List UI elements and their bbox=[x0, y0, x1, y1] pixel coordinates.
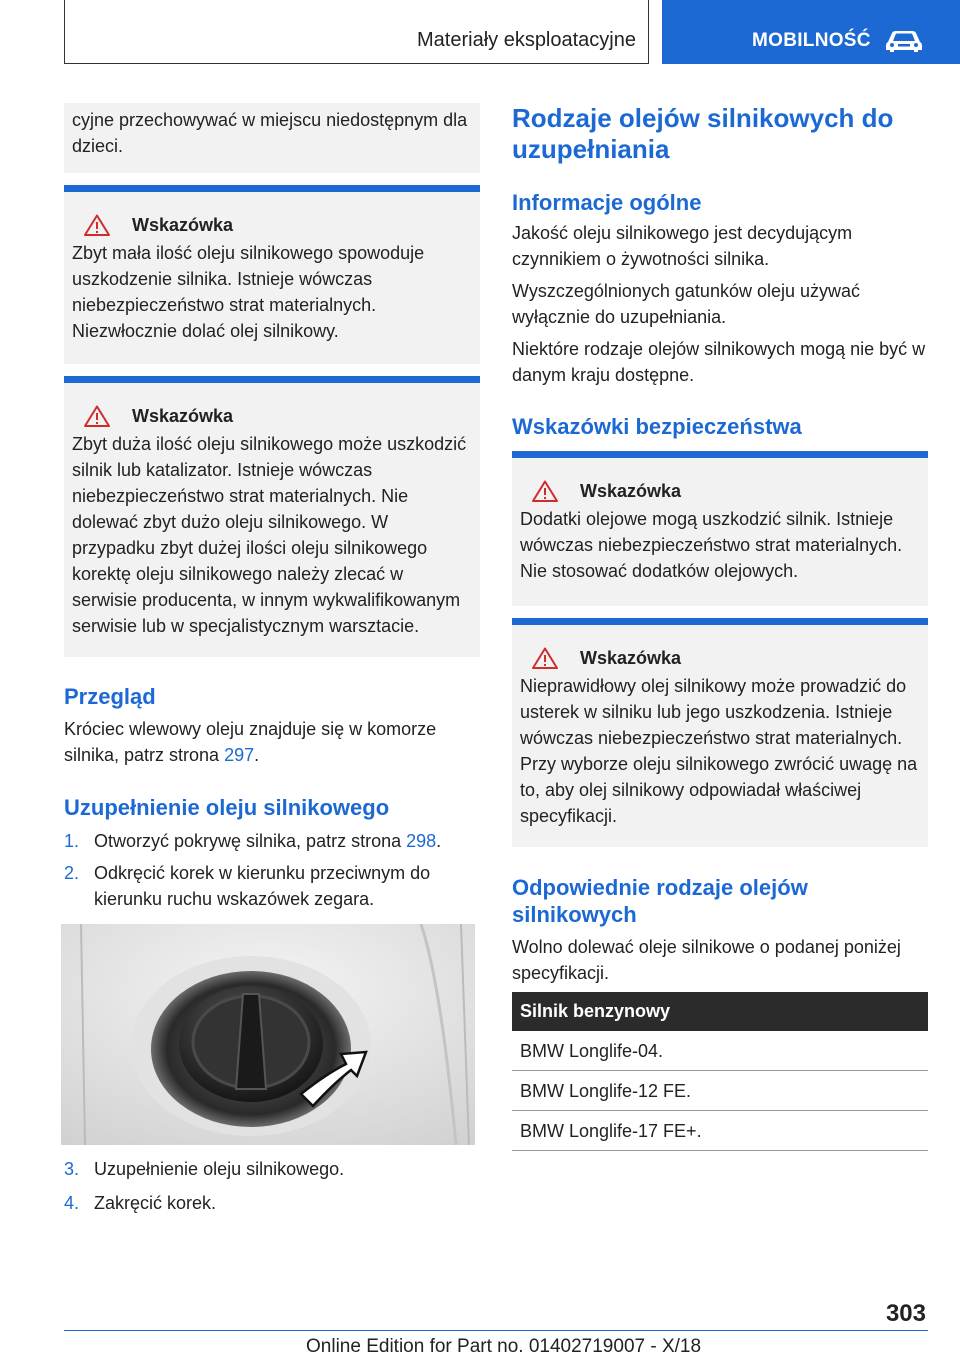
warning-box-2 bbox=[64, 376, 480, 657]
warning-text: Dodatki olejowe mogą uszkodzić silnik. Istnieje wówczas niebezpieczeństwo strat materialnych. Nie stosować dodatków olejowych. bbox=[520, 509, 903, 581]
paragraph: Niektóre rodzaje olejów silnikowych mogą nie być w danym kraju dostępne. bbox=[512, 339, 926, 385]
table-row: BMW Longlife-12 FE. bbox=[512, 1071, 928, 1111]
page-number: 303 bbox=[885, 1300, 926, 1327]
intro-text: cyjne przechowywać w miejscu niedostępnym dla dzieci. bbox=[72, 110, 468, 156]
section-heading: Przegląd bbox=[64, 684, 156, 709]
paragraph: Wyszczególnionych gatunków oleju używać wyłącznie do uzupełniania. bbox=[512, 281, 861, 327]
section-heading: Odpowiednie rodzaje olejów silnikowych bbox=[512, 875, 808, 927]
table-header: Silnik benzynowy bbox=[512, 992, 928, 1031]
warning-text: Zbyt duża ilość oleju silnikowego może uszkodzić silnik lub katalizator. Istnieje wówczas niebezpieczeństwo strat materialnych. Nie dolewać zbyt dużo oleju silnikowego. W przypadku zbyt dużej ilości oleju silnikowego korektę oleju silnikowego należy zlecać w serwisie producenta, w innym wykwalifikowanym serwisie lub w specjalistycznym warsztacie. bbox=[72, 434, 467, 636]
car-icon bbox=[884, 28, 924, 54]
section-info bbox=[512, 189, 928, 388]
paragraph: Jakość oleju silnikowego jest decydującym czynnikiem o żywotności silnika. bbox=[512, 223, 853, 269]
oil-cap-photo bbox=[61, 924, 475, 1145]
footer-edition: Online Edition for Part no. 01402719007 - X/18 bbox=[306, 1336, 702, 1357]
section-text: Króciec wlewowy oleju znajduje się w komorze silnika, patrz strona 297. bbox=[64, 719, 437, 765]
warning-title: Wskazówka bbox=[132, 405, 234, 426]
footer-divider bbox=[64, 1330, 928, 1331]
warning-triangle-icon bbox=[532, 480, 558, 502]
section-przeglad bbox=[64, 683, 480, 768]
warning-header bbox=[72, 405, 472, 427]
warning-triangle-icon bbox=[532, 647, 558, 669]
warning-box-4 bbox=[512, 618, 928, 847]
section-heading: Informacje ogólne bbox=[512, 190, 702, 215]
warning-box-3 bbox=[512, 451, 928, 606]
warning-triangle-icon bbox=[84, 214, 110, 236]
warning-header bbox=[520, 647, 920, 669]
header-title-box bbox=[64, 0, 649, 64]
main-heading: Rodzaje olejów silnikowych do uzupełniania bbox=[512, 103, 894, 164]
intro-box bbox=[64, 103, 480, 173]
section-suitable bbox=[512, 874, 928, 986]
table-row: BMW Longlife-04. bbox=[512, 1031, 928, 1071]
warning-title: Wskazówka bbox=[132, 214, 234, 235]
warning-triangle-icon bbox=[84, 405, 110, 427]
section-uzupelnienie: Uzupełnienie oleju silnikowego 1. Otworzyć pokrywę silnika, patrz strona 298. 2. Odkręcić korek w kierunku przeciwnym do kierunku ruchu wskazówek zegara. 3. Uzupełnienie oleju silnikowego. 4. Zakręcić korek. bbox=[64, 794, 480, 1214]
section-heading: Uzupełnienie oleju silnikowego bbox=[64, 795, 390, 820]
warning-header bbox=[520, 480, 920, 502]
warning-header bbox=[72, 214, 472, 236]
main-section bbox=[512, 103, 928, 165]
paragraph: Wolno dolewać oleje silnikowe o podanej poniżej specyfikacji. bbox=[512, 937, 901, 983]
table-row: BMW Longlife-17 FE+. bbox=[512, 1111, 928, 1151]
page-link[interactable]: 297 bbox=[224, 745, 255, 765]
page-link[interactable]: 298 bbox=[406, 831, 437, 851]
chapter-title: Materiały eksploatacyjne bbox=[417, 29, 636, 51]
warning-text: Nieprawidłowy olej silnikowy może prowadzić do usterek w silniku lub jego uszkodzenia. Istnieje wówczas niebezpieczeństwo strat materialnych. Przy wyborze oleju silnikowego zwrócić uwagę na to, aby olej silnikowy odpowiadał właściwej specyfikacji. bbox=[520, 676, 918, 826]
warning-title: Wskazówka bbox=[580, 647, 682, 668]
section-label: MOBILNOŚĆ bbox=[752, 30, 871, 51]
section-heading: Wskazówki bezpieczeństwa bbox=[512, 414, 802, 439]
oil-cap-illustration bbox=[61, 924, 475, 1145]
header-section-tab[interactable] bbox=[662, 0, 960, 64]
warning-text: Zbyt mała ilość oleju silnikowego spowoduje uszkodzenie silnika. Istnieje wówczas niebezpieczeństwo strat materialnych. Niezwłocznie dolać olej silnikowy. bbox=[72, 243, 425, 341]
section-safety bbox=[512, 413, 928, 440]
warning-title: Wskazówka bbox=[580, 480, 682, 501]
warning-box-1 bbox=[64, 185, 480, 364]
